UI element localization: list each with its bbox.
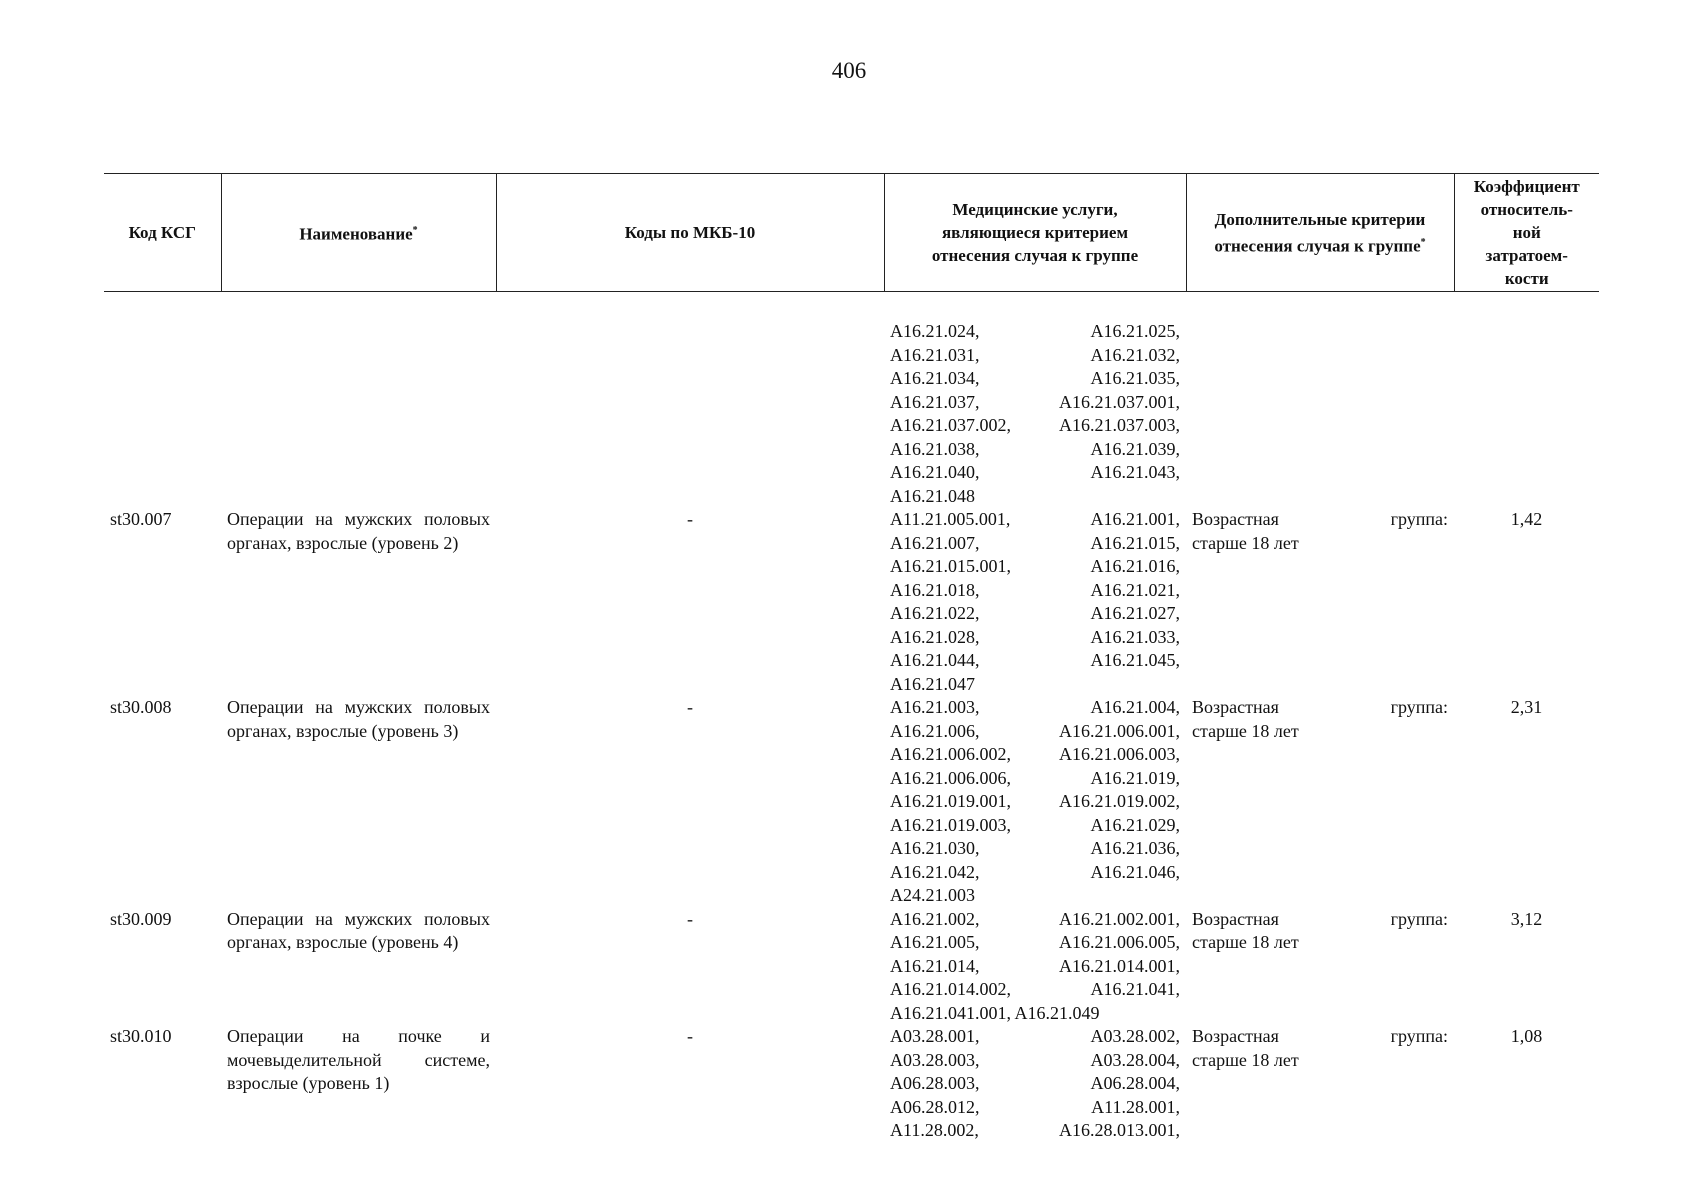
service-code: A16.21.022,	[890, 603, 980, 623]
service-code: A16.21.002,	[890, 908, 980, 929]
service-code: A16.21.030,	[890, 838, 980, 858]
service-line	[890, 626, 1180, 650]
mkb-codes	[496, 320, 884, 508]
service-code: A16.21.025,	[1090, 321, 1180, 341]
service-code: A16.21.027,	[1090, 603, 1180, 623]
service-code: A03.28.003,	[890, 1049, 980, 1070]
medical-services	[884, 908, 1186, 1026]
criteria-line	[1192, 508, 1448, 532]
service-code: A06.28.004,	[1090, 1073, 1180, 1093]
service-code: A16.21.006.005,	[1059, 932, 1180, 952]
service-code: A16.21.038,	[890, 438, 980, 459]
service-line	[890, 367, 1180, 391]
service-code: A16.21.031,	[890, 344, 980, 365]
service-code: A16.21.006.006,	[890, 767, 1011, 788]
medical-services	[884, 320, 1186, 508]
service-line	[890, 908, 1180, 932]
ksg-code: st30.007	[110, 509, 172, 529]
service-line	[890, 555, 1180, 579]
ksg-code	[104, 320, 221, 508]
criteria-word: Возрастная	[1192, 509, 1279, 529]
service-line	[890, 391, 1180, 415]
service-code: A16.21.001,	[1090, 509, 1180, 529]
service-line	[890, 649, 1180, 673]
table-row	[104, 696, 1599, 908]
header-name: Наименование*	[221, 174, 496, 292]
ksg-code: st30.008	[110, 697, 172, 717]
additional-criteria	[1186, 1025, 1454, 1143]
service-code: A06.28.003,	[890, 1073, 980, 1093]
service-line	[890, 414, 1180, 438]
footnote-mark: *	[1420, 236, 1426, 248]
service-code: A03.28.002,	[1090, 1026, 1180, 1046]
service-line	[890, 1072, 1180, 1096]
service-code: A16.21.019.001,	[890, 791, 1011, 811]
service-code: A16.21.016,	[1090, 556, 1180, 576]
table-row	[104, 908, 1599, 1026]
service-code: A16.21.036,	[1090, 838, 1180, 858]
criteria-word: группа:	[1390, 908, 1448, 929]
additional-criteria	[1186, 696, 1454, 908]
cost-coefficient: 3,12	[1510, 908, 1543, 929]
criteria-line	[1192, 908, 1448, 932]
service-line: A16.21.047	[890, 673, 975, 694]
cost-coefficient: 2,31	[1510, 697, 1543, 717]
service-line	[890, 931, 1180, 955]
criteria-line	[1192, 696, 1448, 720]
mkb-codes: -	[687, 908, 693, 929]
service-line	[890, 320, 1180, 344]
service-line	[890, 508, 1180, 532]
service-line	[890, 955, 1180, 979]
criteria-line: старше 18 лет	[1192, 1049, 1299, 1070]
service-code: A16.21.034,	[890, 368, 980, 388]
service-line	[890, 814, 1180, 838]
additional-criteria	[1186, 908, 1454, 1026]
cost-coefficient: 1,42	[1510, 509, 1543, 529]
service-code: A16.21.019.002,	[1059, 791, 1180, 811]
service-code: A16.21.044,	[890, 650, 980, 670]
criteria-line: старше 18 лет	[1192, 932, 1299, 952]
criteria-word: Возрастная	[1192, 908, 1279, 929]
service-code: A03.28.004,	[1090, 1049, 1180, 1070]
header-code: Код КСГ	[104, 174, 221, 292]
additional-criteria	[1186, 508, 1454, 696]
service-code: A16.21.019.003,	[890, 814, 1011, 835]
service-code: A16.21.045,	[1090, 650, 1180, 670]
service-code: A16.21.039,	[1090, 438, 1180, 459]
service-code: A16.21.042,	[890, 861, 980, 882]
service-code: A16.21.014,	[890, 955, 980, 976]
criteria-word: Возрастная	[1192, 1026, 1279, 1046]
service-code: A16.21.035,	[1090, 368, 1180, 388]
service-line	[890, 861, 1180, 885]
service-line	[890, 1025, 1180, 1049]
criteria-word: группа:	[1390, 697, 1448, 717]
cost-coefficient	[1454, 320, 1599, 508]
ksg-code: st30.009	[110, 908, 172, 929]
table-body	[104, 292, 1599, 1143]
criteria-word: группа:	[1390, 509, 1448, 529]
service-code: A16.21.014.002,	[890, 979, 1011, 999]
service-code: A16.21.033,	[1090, 626, 1180, 647]
service-code: A16.21.028,	[890, 626, 980, 647]
ksg-name: Операции на мужских половых органах, взрослые (уровень 2)	[227, 509, 490, 553]
service-line	[890, 696, 1180, 720]
header-criteria: Дополнительные критерии отнесения случая к группе*	[1186, 174, 1454, 292]
service-line	[890, 837, 1180, 861]
service-line	[890, 978, 1180, 1002]
page-number: 406	[831, 58, 867, 83]
mkb-codes: -	[687, 697, 693, 717]
service-code: A16.21.037.002,	[890, 415, 1011, 435]
service-code: A11.21.005.001,	[890, 509, 1011, 529]
service-code: A16.21.005,	[890, 932, 980, 952]
criteria-line: старше 18 лет	[1192, 720, 1299, 741]
service-line	[890, 790, 1180, 814]
ksg-name: Операции на мужских половых органах, взрослые (уровень 4)	[227, 908, 490, 952]
service-code: A16.21.006.003,	[1059, 744, 1180, 764]
service-line	[890, 720, 1180, 744]
service-line	[890, 743, 1180, 767]
service-code: A16.21.043,	[1090, 462, 1180, 482]
criteria-word: Возрастная	[1192, 697, 1279, 717]
service-code: A16.21.003,	[890, 697, 980, 717]
service-code: A11.28.001,	[1091, 1096, 1180, 1117]
service-code: A16.21.037.003,	[1059, 415, 1180, 435]
ksg-name: Операции на мужских половых органах, взрослые (уровень 3)	[227, 697, 490, 741]
table-row	[104, 320, 1599, 508]
ksg-code: st30.010	[110, 1026, 172, 1046]
ksg-table	[104, 173, 1599, 1143]
header-mkb: Коды по МКБ-10	[496, 174, 884, 292]
service-code: A16.21.032,	[1090, 344, 1180, 365]
table-header	[104, 174, 1599, 292]
service-code: A16.21.024,	[890, 321, 980, 341]
service-code: A16.21.006.002,	[890, 744, 1011, 764]
service-line	[890, 532, 1180, 556]
service-code: A16.21.006.001,	[1059, 720, 1180, 741]
service-code: A16.21.037,	[890, 391, 980, 412]
criteria-line: старше 18 лет	[1192, 532, 1299, 553]
service-code: A06.28.012,	[890, 1096, 980, 1117]
cost-coefficient: 1,08	[1510, 1026, 1543, 1046]
additional-criteria	[1186, 320, 1454, 508]
header-services: Медицинские услуги, являющиеся критерием отнесения случая к группе	[884, 174, 1186, 292]
service-line	[890, 767, 1180, 791]
service-line: A24.21.003	[890, 885, 975, 905]
service-line	[890, 579, 1180, 603]
service-line: A16.21.048	[890, 485, 975, 506]
service-line	[890, 602, 1180, 626]
service-code: A16.28.013.001,	[1059, 1120, 1180, 1140]
service-line: A16.21.041.001, A16.21.049	[890, 1002, 1100, 1023]
service-line	[890, 1096, 1180, 1120]
service-line	[890, 1049, 1180, 1073]
table-row	[104, 1025, 1599, 1143]
service-code: A03.28.001,	[890, 1026, 980, 1046]
ksg-name	[221, 320, 496, 508]
service-line	[890, 1119, 1180, 1143]
service-code: A16.21.029,	[1090, 814, 1180, 835]
mkb-codes: -	[687, 509, 693, 529]
service-code: A16.21.004,	[1090, 697, 1180, 717]
service-code: A16.21.037.001,	[1059, 391, 1180, 412]
medical-services	[884, 1025, 1186, 1143]
service-code: A11.28.002,	[890, 1120, 979, 1140]
service-code: A16.21.040,	[890, 462, 980, 482]
service-code: A16.21.006,	[890, 720, 980, 741]
service-code: A16.21.019,	[1090, 767, 1180, 788]
service-line	[890, 344, 1180, 368]
service-code: A16.21.002.001,	[1059, 908, 1180, 929]
header-coefficient: Коэффициент относитель- ной затратоем- кости	[1454, 174, 1599, 292]
service-code: A16.21.007,	[890, 532, 980, 553]
ksg-name: Операции на почке и мочевыделительной системе, взрослые (уровень 1)	[227, 1026, 490, 1093]
service-line	[890, 438, 1180, 462]
service-code: A16.21.018,	[890, 579, 980, 600]
service-code: A16.21.041,	[1090, 979, 1180, 999]
criteria-word: группа:	[1390, 1026, 1448, 1046]
medical-services	[884, 696, 1186, 908]
service-line	[890, 461, 1180, 485]
service-code: A16.21.015,	[1090, 532, 1180, 553]
mkb-codes: -	[687, 1026, 693, 1046]
service-code: A16.21.046,	[1090, 861, 1180, 882]
service-code: A16.21.014.001,	[1059, 955, 1180, 976]
service-code: A16.21.015.001,	[890, 556, 1011, 576]
criteria-line	[1192, 1025, 1448, 1049]
medical-services	[884, 508, 1186, 696]
table-row	[104, 508, 1599, 696]
service-code: A16.21.021,	[1090, 579, 1180, 600]
footnote-mark: *	[412, 225, 418, 237]
